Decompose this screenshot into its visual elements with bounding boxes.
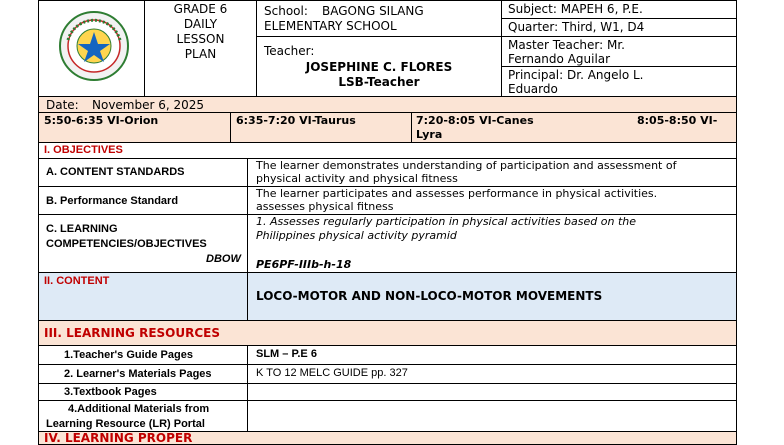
resources-heading: III. LEARNING RESOURCES — [44, 326, 220, 340]
learners-materials-value: K TO 12 MELC GUIDE pp. 327 — [256, 367, 408, 379]
teacher-position: LSB-Teacher — [338, 75, 420, 89]
content-standards-label: A. CONTENT STANDARDS — [46, 166, 185, 178]
procedures-heading: IV. LEARNING PROPER — [44, 431, 193, 445]
schedule-time-3-line-2: Lyra — [416, 128, 443, 141]
objectives-heading: I. OBJECTIVES — [44, 144, 123, 156]
textbook-label: 3.Textbook Pages — [64, 386, 157, 398]
additional-materials-label-line-1: 4.Additional Materials from — [68, 403, 210, 415]
competencies-label-dbow: DBOW — [206, 253, 241, 265]
schedule-time-4: 8:05-8:50 VI- — [637, 114, 718, 127]
teachers-guide-label: 1.Teacher's Guide Pages — [64, 349, 193, 361]
grade-line-2: DAILY — [183, 17, 218, 31]
grade-line-3: LESSON — [176, 32, 225, 46]
textbook-value-cell — [247, 383, 737, 401]
principal-line-2: Eduardo — [508, 82, 558, 96]
schedule-time-3-line-1: 7:20-8:05 VI-Canes — [416, 114, 534, 127]
content-value: LOCO-MOTOR AND NON-LOCO-MOTOR MOVEMENTS — [256, 289, 603, 303]
learners-materials-label: 2. Learner's Materials Pages — [64, 368, 212, 380]
date-value: November 6, 2025 — [92, 98, 205, 112]
performance-line-2: assesses physical fitness — [256, 200, 394, 213]
content-standards-line-2: physical activity and physical fitness — [256, 172, 458, 185]
additional-materials-value-cell — [247, 400, 737, 432]
grade-line-1: GRADE 6 — [173, 2, 228, 16]
schedule-time-2: 6:35-7:20 VI-Taurus — [236, 114, 356, 127]
teacher-name: JOSEPHINE C. FLORES — [305, 60, 453, 74]
teachers-guide-value-cell — [247, 345, 737, 365]
principal-line-1: Principal: Dr. Angelo L. — [508, 68, 644, 82]
teacher-label: Teacher: — [264, 44, 315, 58]
competency-line-1: 1. Assesses regularly participation in physical activities based on the — [256, 215, 636, 228]
date-label: Date: — [46, 98, 79, 112]
master-teacher-line-1: Master Teacher: Mr. — [508, 38, 625, 52]
quarter-text: Quarter: Third, W1, D4 — [508, 20, 645, 34]
competency-line-2: Philippines physical activity pyramid — [256, 229, 457, 242]
additional-materials-label-line-2: Learning Resource (LR) Portal — [46, 418, 205, 430]
competencies-label-line-1: C. LEARNING — [46, 223, 118, 235]
master-teacher-line-2: Fernando Aguilar — [508, 52, 611, 66]
schedule-time-1: 5:50-6:35 VI-Orion — [44, 114, 159, 127]
objectives-heading-row — [38, 142, 737, 159]
content-heading: II. CONTENT — [44, 275, 110, 287]
school-label: School: — [264, 4, 308, 18]
school-name-line-2: ELEMENTARY SCHOOL — [264, 19, 397, 33]
grade-line-4: PLAN — [184, 47, 217, 61]
school-seal-logo — [58, 10, 130, 82]
subject-text: Subject: MAPEH 6, P.E. — [508, 2, 643, 16]
competencies-label-line-2: COMPETENCIES/OBJECTIVES — [46, 238, 207, 250]
performance-label: B. Performance Standard — [46, 195, 179, 207]
competency-code: PE6PF-IIIb-h-18 — [256, 258, 352, 271]
teachers-guide-value: SLM – P.E 6 — [256, 348, 317, 360]
content-standards-line-1: The learner demonstrates understanding of participation and assessment of — [256, 159, 677, 172]
performance-line-1: The learner participates and assesses performance in physical activities. — [256, 187, 658, 200]
school-name-line-1: BAGONG SILANG — [322, 4, 424, 18]
